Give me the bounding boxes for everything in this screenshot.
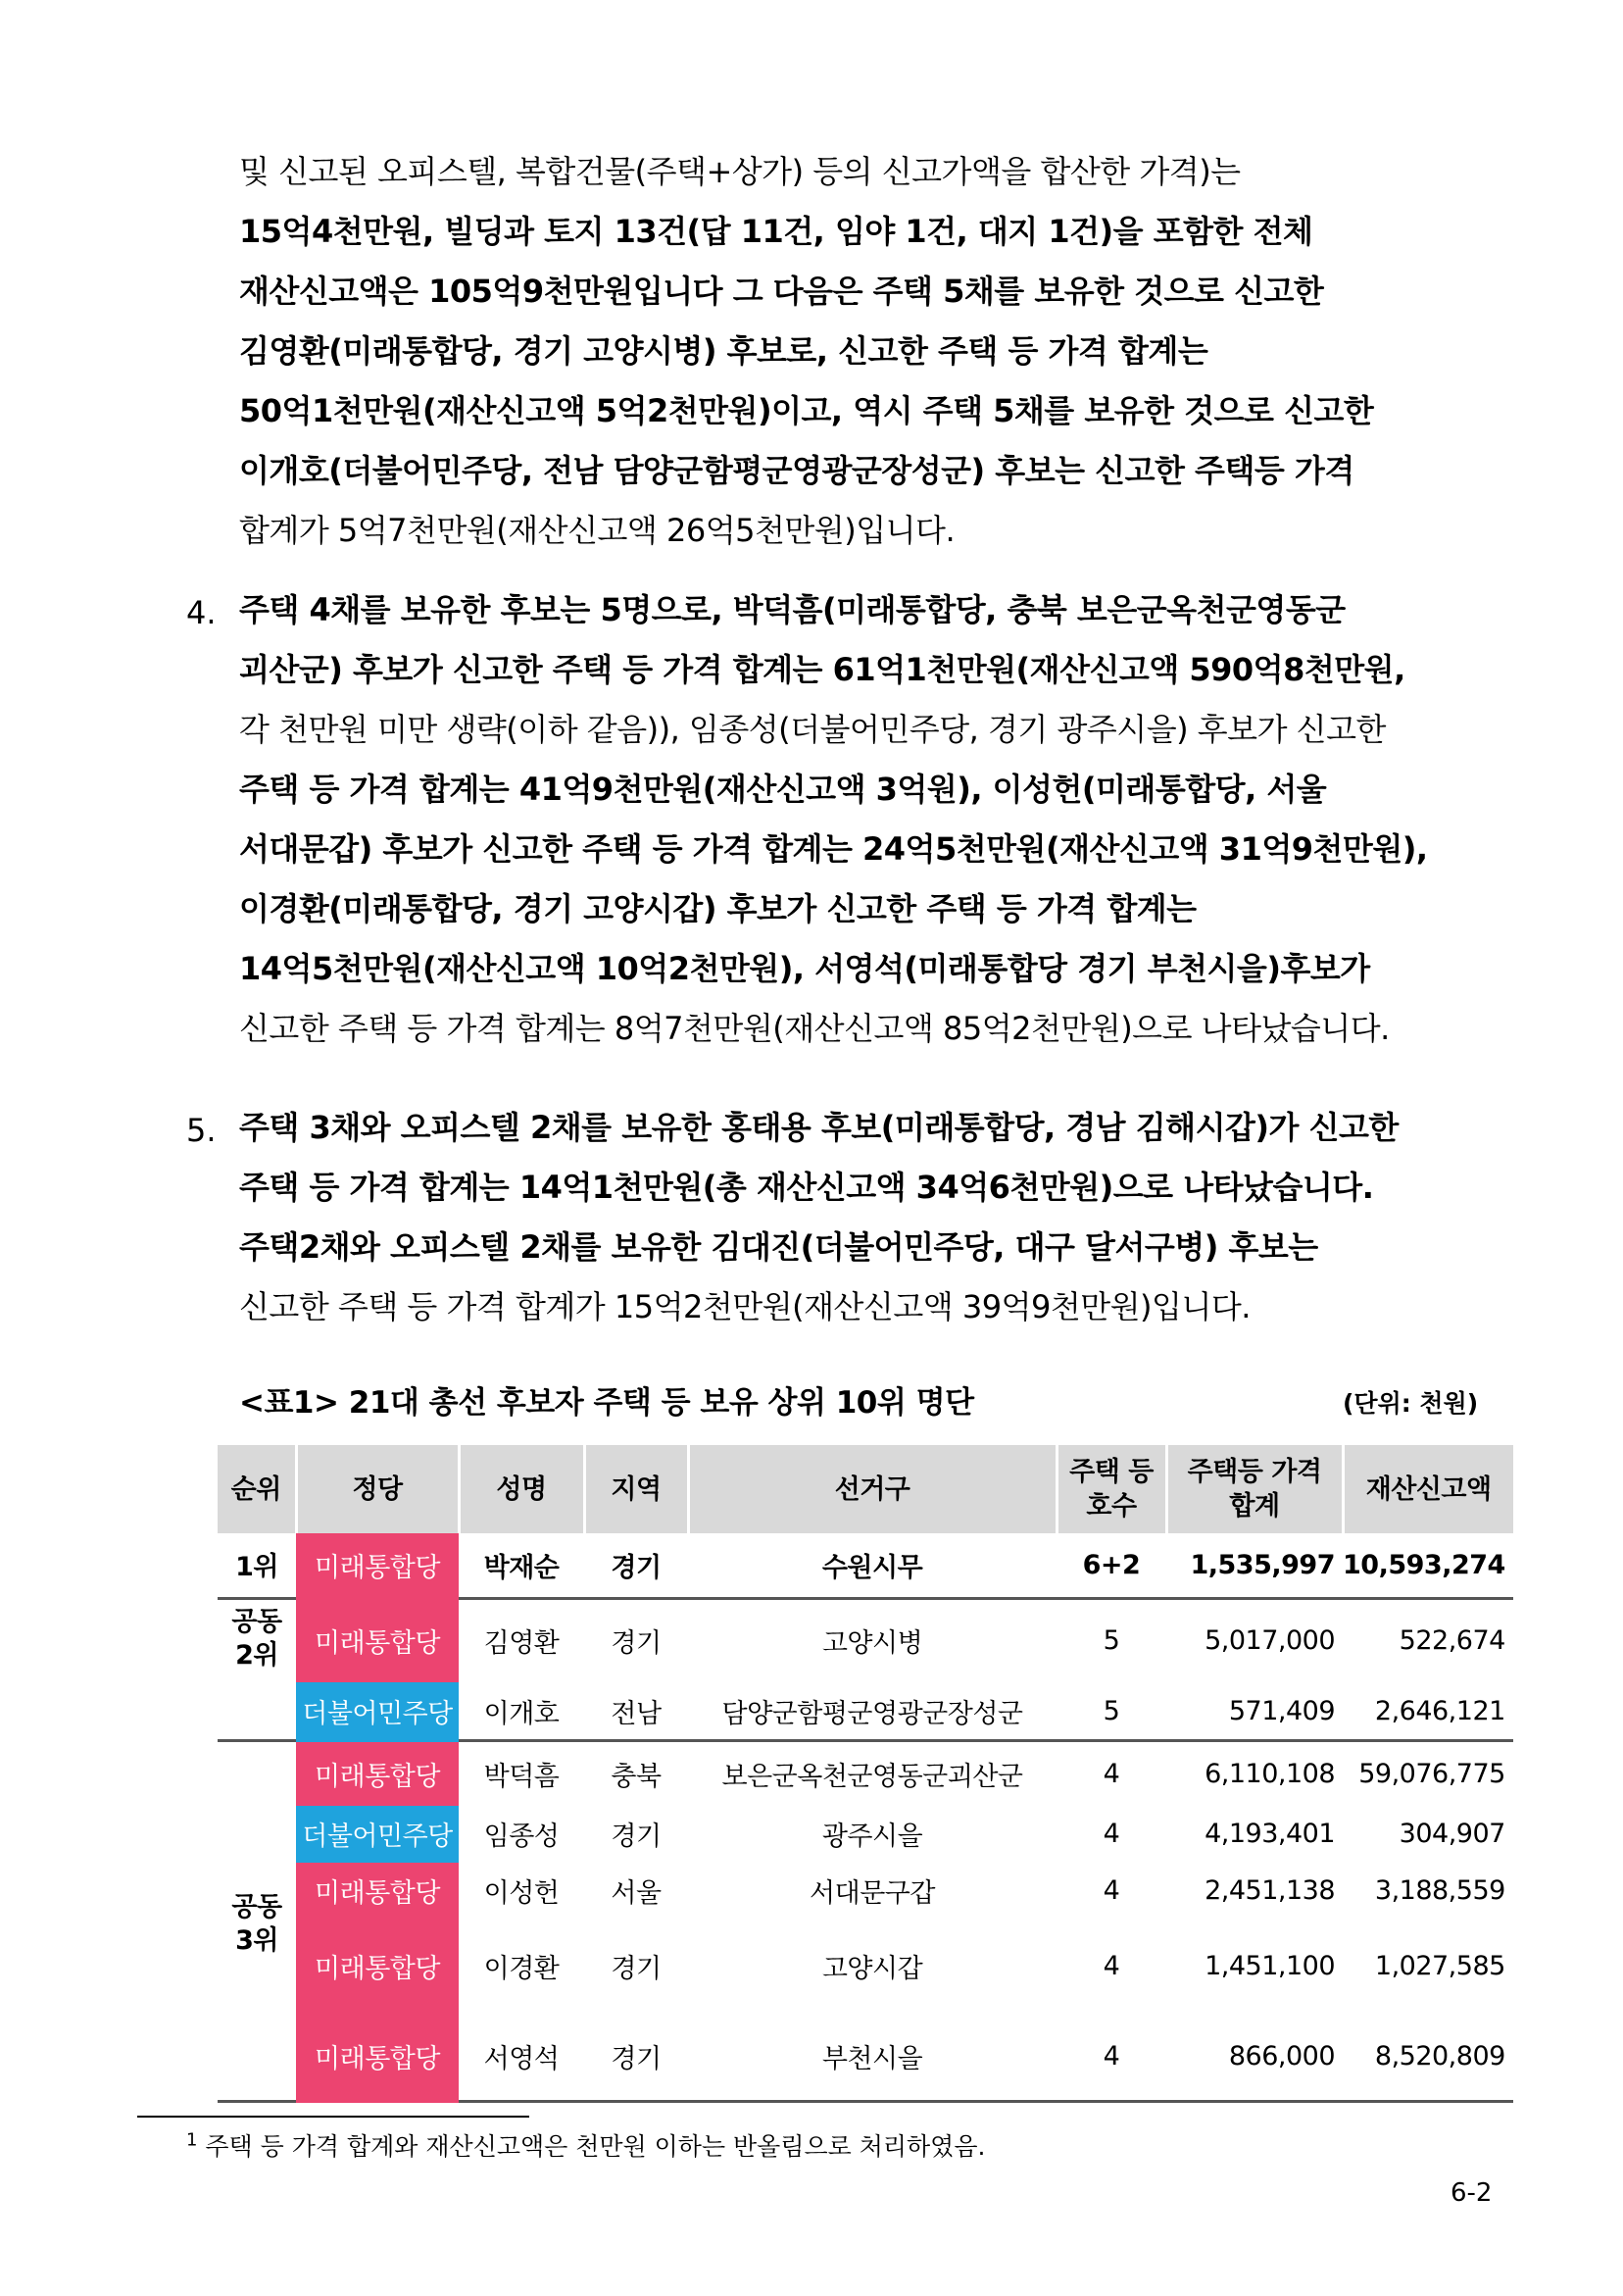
- price-cell: 4,193,401: [1205, 1819, 1335, 1849]
- district-cell: 담양군함평군영광군장성군: [688, 1682, 1057, 1741]
- list-number: 5.: [186, 1112, 217, 1149]
- list-item-5: [239, 1098, 1513, 1337]
- table-unit: (단위: 천원): [1343, 1389, 1479, 1418]
- text-line: 15억4천만원, 빌딩과 토지 13건(답 11건, 임야 1건, 대지 1건)을 포함한 전체: [239, 213, 1313, 250]
- price-cell: 2,451,138: [1205, 1875, 1335, 1906]
- text-line: 서대문갑) 후보가 신고한 주택 등 가격 합계는 24억5천만원(재산신고액 31억9천만원),: [239, 830, 1428, 868]
- assets-cell: 59,076,775: [1358, 1758, 1505, 1789]
- houses-cell: 4: [1103, 1819, 1120, 1849]
- name-cell: 박재순: [459, 1533, 584, 1598]
- name-cell: 이성헌: [483, 1878, 560, 1909]
- region-cell: 충북: [611, 1761, 662, 1792]
- district-cell: 서대문구갑: [810, 1878, 935, 1909]
- rank-cell: [218, 1741, 296, 2102]
- district-cell: 고양시갑: [821, 1954, 923, 1984]
- candidate-table: [218, 1445, 1513, 2103]
- col-header-name: 성명: [459, 1445, 584, 1533]
- region-cell: 경기: [611, 1628, 662, 1660]
- text-line: 김영환(미래통합당, 경기 고양시병) 후보로, 신고한 주택 등 가격 합계는: [239, 332, 1208, 370]
- district-cell: 수원시무: [688, 1533, 1057, 1598]
- district-cell: 고양시병: [821, 1628, 923, 1660]
- rank-text: 공동: [231, 1891, 282, 1922]
- col-header-assets: 재산신고액: [1343, 1445, 1513, 1533]
- party-cell: 더불어민주당: [296, 1682, 459, 1741]
- text-line: 각 천만원 미만 생략(이하 같음)), 임종성(더불어민주당, 경기 광주시을) 후보가 신고한: [239, 711, 1386, 748]
- rank-text: 2위: [235, 1639, 278, 1671]
- name-cell: 박덕흠: [483, 1761, 560, 1792]
- houses-cell: 6+2: [1057, 1533, 1166, 1598]
- col-header-district: 선거구: [688, 1445, 1057, 1533]
- assets-cell: 1,027,585: [1374, 1951, 1505, 1981]
- footnote-mark: 1: [186, 2129, 198, 2151]
- houses-cell: 5: [1057, 1682, 1166, 1741]
- party-cell: 미래통합당: [296, 1598, 459, 1682]
- table-row: [218, 1533, 1513, 1598]
- table-row: [218, 1863, 1513, 1920]
- table-row: [218, 1682, 1513, 1741]
- party-cell: 미래통합당: [296, 1533, 459, 1598]
- rank-cell: 1위: [218, 1533, 296, 1598]
- text-line: 재산신고액은 105억9천만원입니다 그 다음은 주택 5채를 보유한 것으로 신고한: [239, 273, 1324, 310]
- text-line: 신고한 주택 등 가격 합계는 8억7천만원(재산신고액 85억2천만원)으로 나타났습니다.: [239, 1010, 1390, 1047]
- table-row: [218, 1741, 1513, 1806]
- col-header-region: 지역: [584, 1445, 688, 1533]
- col-header-rank: 순위: [218, 1445, 296, 1533]
- party-cell: 미래통합당: [296, 1863, 459, 1920]
- table-header-row: [218, 1445, 1513, 1533]
- price-cell: 1,451,100: [1205, 1951, 1335, 1981]
- district-cell: 광주시을: [821, 1822, 923, 1852]
- footnote-text: 주택 등 가격 합계와 재산신고액은 천만원 이하는 반올림으로 처리하였음.: [205, 2132, 986, 2161]
- text-line: 주택 등 가격 합계는 41억9천만원(재산신고액 3억원), 이성헌(미래통합당, 서울: [239, 771, 1327, 808]
- district-cell: 보은군옥천군영동군괴산군: [721, 1761, 1023, 1792]
- price-cell: 5,017,000: [1205, 1625, 1335, 1657]
- assets-cell: 8,520,809: [1343, 2014, 1513, 2102]
- text-line: 주택2채와 오피스텔 2채를 보유한 김대진(더불어민주당, 대구 달서구병) 후보는: [239, 1228, 1318, 1266]
- houses-cell: 4: [1057, 2014, 1166, 2102]
- party-cell: 미래통합당: [296, 1741, 459, 1806]
- table-row: [218, 2014, 1513, 2102]
- text-line: 이개호(더불어민주당, 전남 담양군함평군영광군장성군) 후보는 신고한 주택등 가격: [239, 452, 1354, 489]
- header-text: 주택 등: [1069, 1457, 1154, 1487]
- header-text: 합계: [1229, 1491, 1280, 1522]
- price-cell: 571,409: [1166, 1682, 1343, 1741]
- party-cell: 더불어민주당: [296, 1806, 459, 1863]
- name-cell: 임종성: [483, 1822, 560, 1852]
- region-cell: 경기: [584, 2014, 688, 2102]
- region-cell: 경기: [611, 1822, 662, 1852]
- region-cell: 경기: [611, 1954, 662, 1984]
- assets-cell: 522,674: [1399, 1625, 1505, 1657]
- region-cell: 경기: [584, 1533, 688, 1598]
- houses-cell: 4: [1103, 1758, 1120, 1789]
- region-cell: 서울: [611, 1878, 662, 1909]
- district-cell: 부천시을: [688, 2014, 1057, 2102]
- text-line: 주택 4채를 보유한 후보는 5명으로, 박덕흠(미래통합당, 충북 보은군옥천군영동군: [239, 591, 1346, 628]
- assets-cell: 2,646,121: [1343, 1682, 1513, 1741]
- list-number: 4.: [186, 594, 217, 631]
- text-line: 주택 등 가격 합계는 14억1천만원(총 재산신고액 34억6천만원)으로 나타났습니다.: [239, 1169, 1374, 1206]
- name-cell: 이개호: [459, 1682, 584, 1741]
- table-caption: <표1> 21대 총선 후보자 주택 등 보유 상위 10위 명단: [239, 1385, 974, 1421]
- col-header-houses: [1057, 1445, 1166, 1533]
- name-cell: 서영석: [459, 2014, 584, 2102]
- rank-text: 3위: [235, 1924, 278, 1956]
- price-cell: 1,535,997: [1166, 1533, 1343, 1598]
- table-row: [218, 1920, 1513, 2014]
- text-line: 주택 3채와 오피스텔 2채를 보유한 홍태용 후보(미래통합당, 경남 김해시갑)가 신고한: [239, 1109, 1399, 1146]
- price-cell: 866,000: [1166, 2014, 1343, 2102]
- text-line: 14억5천만원(재산신고액 10억2천만원), 서영석(미래통합당 경기 부천시을)후보가: [239, 950, 1370, 987]
- text-line: 신고한 주택 등 가격 합계가 15억2천만원(재산신고액 39억9천만원)입니다.: [239, 1288, 1251, 1325]
- footnote-divider: [137, 2116, 529, 2118]
- text-line: 이경환(미래통합당, 경기 고양시갑) 후보가 신고한 주택 등 가격 합계는: [239, 890, 1197, 927]
- assets-cell: 10,593,274: [1343, 1533, 1513, 1598]
- name-cell: 김영환: [483, 1628, 560, 1660]
- col-header-party: 정당: [296, 1445, 459, 1533]
- name-cell: 이경환: [483, 1954, 560, 1984]
- rank-text: 공동: [231, 1606, 282, 1637]
- table-row: [218, 1806, 1513, 1863]
- text-line: 50억1천만원(재산신고액 5억2천만원)이고, 역시 주택 5채를 보유한 것으로 신고한: [239, 392, 1374, 429]
- houses-cell: 5: [1103, 1625, 1120, 1657]
- header-text: 주택등 가격: [1187, 1457, 1322, 1487]
- party-cell: 미래통합당: [296, 2014, 459, 2102]
- rank-cell: [218, 1598, 296, 1741]
- col-header-price: [1166, 1445, 1343, 1533]
- footnote: [186, 2127, 985, 2163]
- text-line: 괴산군) 후보가 신고한 주택 등 가격 합계는 61억1천만원(재산신고액 590억8천만원,: [239, 651, 1405, 688]
- paragraph-continued: [239, 142, 1513, 561]
- assets-cell: 304,907: [1399, 1819, 1505, 1849]
- houses-cell: 4: [1103, 1875, 1120, 1906]
- assets-cell: 3,188,559: [1374, 1875, 1505, 1906]
- text-line: 및 신고된 오피스텔, 복합건물(주택+상가) 등의 신고가액을 합산한 가격)는: [239, 153, 1241, 190]
- region-cell: 전남: [584, 1682, 688, 1741]
- header-text: 호수: [1086, 1491, 1137, 1522]
- price-cell: 6,110,108: [1205, 1758, 1335, 1789]
- text-line: 합계가 5억7천만원(재산신고액 26억5천만원)입니다.: [239, 512, 956, 549]
- houses-cell: 4: [1103, 1951, 1120, 1981]
- list-item-4: [239, 580, 1513, 1059]
- table-row: [218, 1598, 1513, 1682]
- party-cell: 미래통합당: [296, 1920, 459, 2014]
- page-number: 6-2: [1451, 2178, 1493, 2208]
